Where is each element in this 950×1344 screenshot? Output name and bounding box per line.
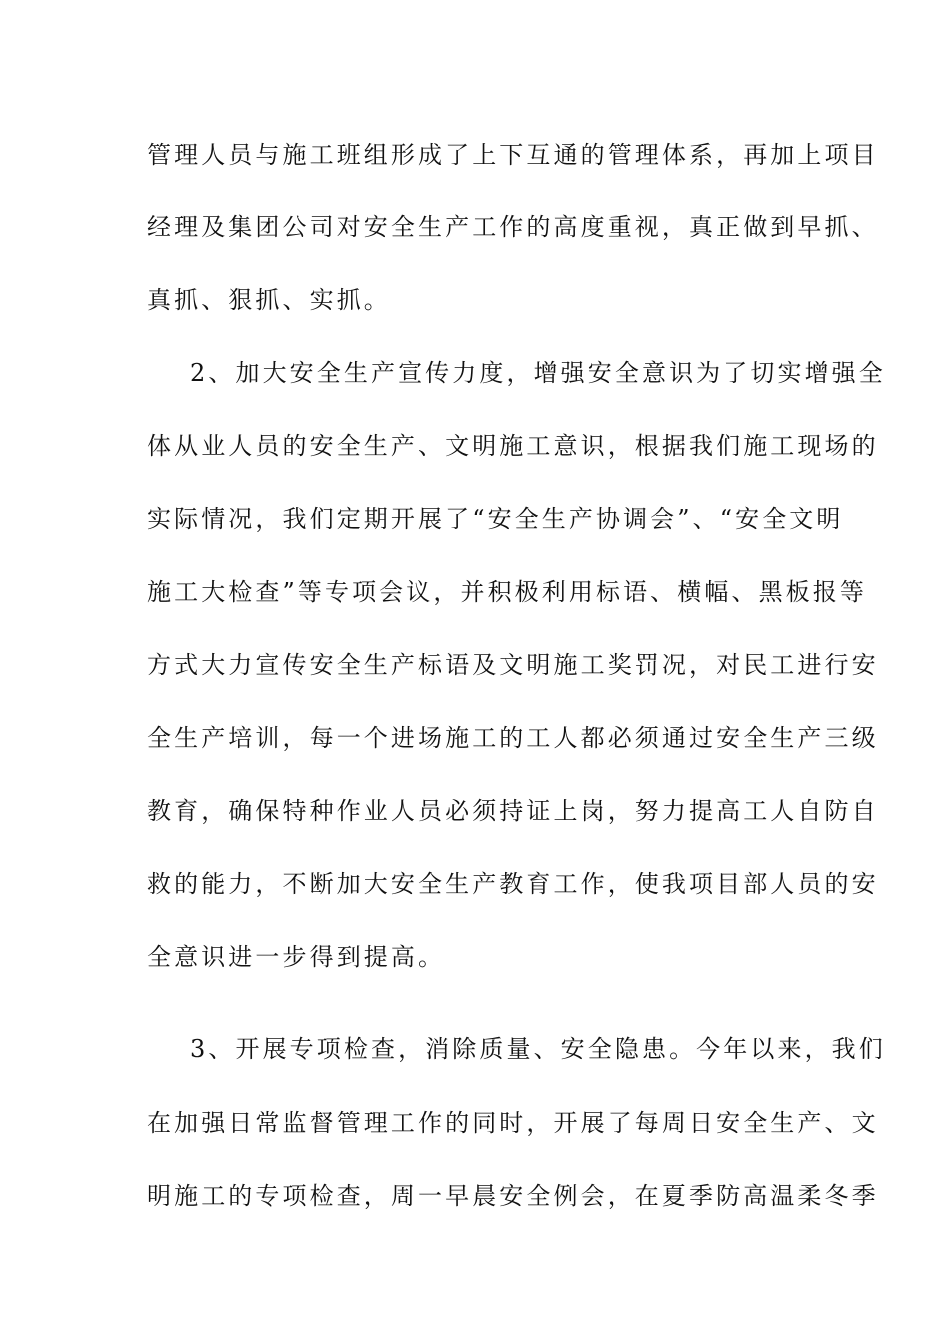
text-line: 管理人员与施工班组形成了上下互通的管理体系，再加上项目 (147, 141, 879, 169)
paragraph-2-start: 2、加大安全生产宣传力度，增强安全意识为了切实增强全 (190, 359, 886, 387)
text-line: 在加强日常监督管理工作的同时，开展了每周日安全生产、文 (147, 1109, 879, 1137)
text-line: 救的能力，不断加大安全生产教育工作，使我项目部人员的安 (147, 870, 879, 898)
text-line: 明施工的专项检查，周一早晨安全例会，在夏季防高温柔冬季 (147, 1182, 879, 1210)
text-line: 实际情况，我们定期开展了“安全生产协调会”、“安全文明 (147, 505, 844, 533)
text-line: 全意识进一步得到提高。 (147, 943, 446, 971)
paragraph-3-start: 3、开展专项检查，消除质量、安全隐患。今年以来，我们 (190, 1035, 886, 1063)
text-line: 经理及集团公司对安全生产工作的高度重视，真正做到早抓、 (147, 213, 879, 241)
text-line: 全生产培训，每一个进场施工的工人都必须通过安全生产三级 (147, 724, 879, 752)
text-line: 教育，确保特种作业人员必须持证上岗，努力提高工人自防自 (147, 797, 879, 825)
text-line: 体从业人员的安全生产、文明施工意识，根据我们施工现场的 (147, 432, 879, 460)
text-line: 真抓、狠抓、实抓。 (147, 286, 391, 314)
text-line: 方式大力宣传安全生产标语及文明施工奖罚况，对民工进行安 (147, 651, 879, 679)
text-line: 施工大检查”等专项会议，并积极利用标语、横幅、黑板报等 (147, 578, 867, 606)
